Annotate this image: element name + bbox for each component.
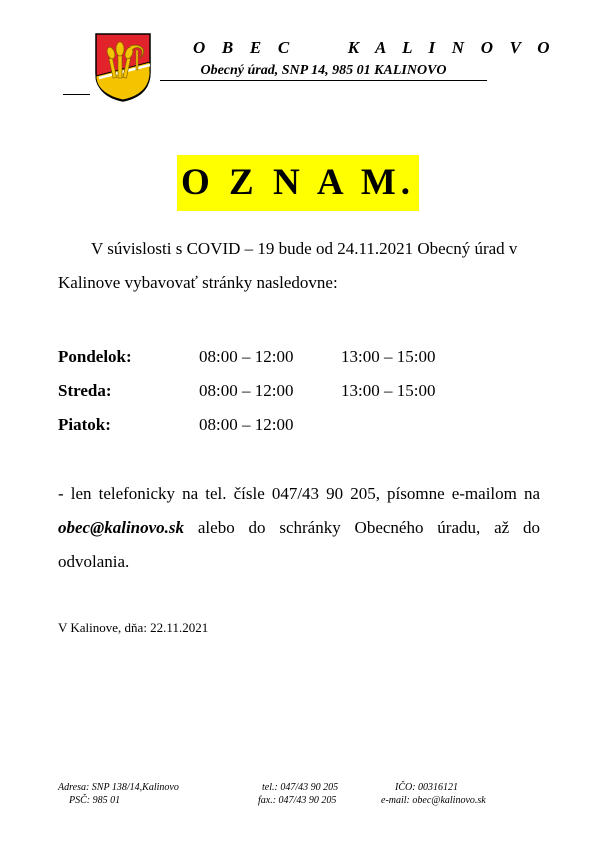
morning-hours: 08:00 – 12:00 [199, 415, 294, 434]
footer-ico: IČO: 00316121 [395, 782, 459, 793]
coat-of-arms-icon [94, 32, 152, 102]
afternoon-hours: 13:00 – 15:00 [341, 381, 436, 400]
crest-underline [63, 94, 90, 95]
email-link[interactable]: obec@kalinovo.sk [58, 518, 185, 537]
contact-paragraph [58, 477, 540, 579]
footer-fax: fax.: 047/43 90 205 [258, 795, 337, 806]
footer-email: e-mail: obec@kalinovo.sk [381, 795, 486, 806]
issue-date: V Kalinove, dňa: 22.11.2021 [58, 620, 209, 635]
day-label: Piatok: [58, 415, 111, 434]
office-address: Obecný úrad, SNP 14, 985 01 KALINOVO [160, 63, 487, 81]
footer-address: Adresa: SNP 138/14,Kalinovo [58, 782, 179, 793]
afternoon-hours: 13:00 – 15:00 [341, 347, 436, 366]
footer-tel: tel.: 047/43 90 205 [262, 782, 339, 793]
morning-hours: 08:00 – 12:00 [199, 381, 294, 400]
office-hours-table [58, 340, 435, 442]
afternoon-hours [341, 408, 435, 442]
table-row [58, 374, 435, 408]
table-row [58, 408, 435, 442]
contact-text-end: alebo do schránky Obecného úradu, až do odvolania. [58, 518, 540, 571]
day-label: Streda: [58, 381, 112, 400]
table-row [58, 340, 435, 374]
morning-hours: 08:00 – 12:00 [199, 347, 294, 366]
day-label: Pondelok: [58, 347, 132, 366]
municipality-title: O B E C K A L I N O V O [193, 38, 556, 57]
contact-text: - len telefonicky na tel. čísle 047/43 90 205, písomne e-mailom na [58, 484, 540, 503]
footer-psc: PSČ: 985 01 [69, 795, 121, 806]
notice-heading: O Z N A M. [177, 155, 419, 211]
notice-intro: V súvislosti s COVID – 19 bude od 24.11.2021 Obecný úrad v Kalinove vybavovať stránky nasledovne: [58, 239, 518, 292]
